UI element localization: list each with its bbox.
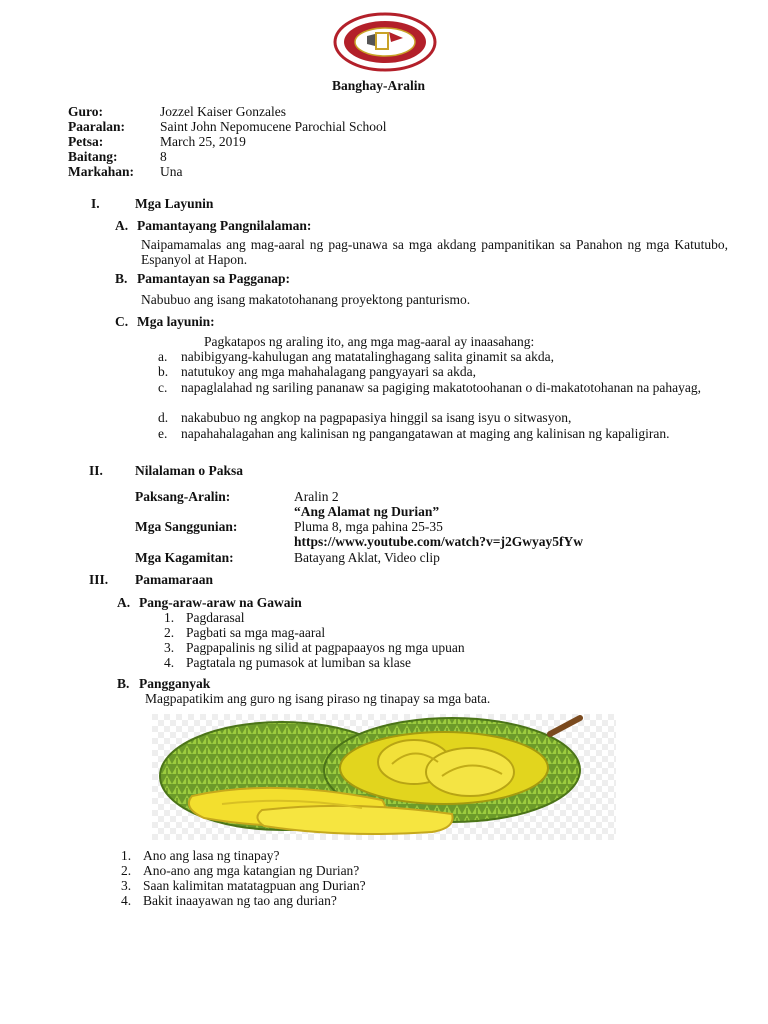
info-label-petsa: Petsa: [68,134,104,149]
section-3b-letter: B. [117,676,130,691]
objective-marker: a. [158,349,168,364]
question-text: Saan kalimitan matatagpuan ang Durian? [143,878,366,893]
objective-text: nabibigyang-kahulugan ang matatalinghagang salita ginamit sa akda, [181,349,555,364]
reference-link[interactable]: https://www.youtube.com/watch?v=j2Gwyay5fYw [294,534,583,549]
activity-text: Pagdarasal [186,610,245,625]
kagamitan-value: Batayang Aklat, Video clip [294,550,440,565]
activity-marker: 2. [164,625,175,640]
info-label-guro: Guro: [68,104,104,119]
info-value-baitang: 8 [160,149,167,164]
activity-text: Pagpapalinis ng silid at pagpapaayos ng mga upuan [186,640,465,655]
info-label-baitang: Baitang: [68,149,118,164]
question-text: Bakit inaayawan ng tao ang durian? [143,893,337,908]
question-text: Ano-ano ang mga katangian ng Durian? [143,863,360,878]
section-1b-letter: B. [115,271,128,286]
paksa-value: Aralin 2 [294,489,339,504]
info-label-markahan: Markahan: [68,164,135,179]
paksa-title: “Ang Alamat ng Durian” [294,504,440,519]
activity-marker: 3. [164,640,175,655]
section-1-heading: Mga Layunin [135,196,214,211]
objective-marker: e. [158,426,168,441]
question-marker: 4. [121,893,132,908]
section-1b-heading: Pamantayan sa Pagganap: [137,271,291,286]
paksa-label: Paksang-Aralin: [135,489,231,504]
info-value-guro: Jozzel Kaiser Gonzales [160,104,286,119]
section-1c-heading: Mga layunin: [137,314,215,329]
objective-marker: b. [158,364,169,379]
objective-marker: d. [158,410,169,425]
section-3a-letter: A. [117,595,131,610]
section-2-number: II. [89,463,103,478]
question-marker: 3. [121,878,132,893]
section-3b-text: Magpapatikim ang guro ng isang piraso ng tinapay sa mga bata. [145,691,491,706]
section-3-number: III. [89,572,109,587]
info-value-petsa: March 25, 2019 [160,134,246,149]
section-1-number: I. [91,196,100,211]
section-3b-heading: Pangganyak [139,676,211,691]
section-3a-heading: Pang-araw-araw na Gawain [139,595,302,610]
info-label-paaralan: Paaralan: [68,119,125,134]
activity-text: Pagtatala ng pumasok at lumiban sa klase [186,655,411,670]
objective-marker: c. [158,380,168,395]
section-1b-text: Nabubuo ang isang makatotohanang proyektong panturismo. [141,292,471,307]
question-marker: 2. [121,863,132,878]
section-1a-heading: Pamantayang Pangnilalaman: [137,218,312,233]
activity-marker: 1. [164,610,175,625]
durian-image [152,714,616,840]
question-text: Ano ang lasa ng tinapay? [143,848,280,863]
section-1c-letter: C. [115,314,129,329]
info-value-paaralan: Saint John Nepomucene Parochial School [160,119,387,134]
info-value-markahan: Una [160,164,183,179]
section-1a-text: Naipamamalas ang mag-aaral ng pag-unawa sa mga akdang pampanitikan sa Panahon ng mga Katutubo, Espanyol at Hapon. [141,237,728,267]
objective-text: napahahalagahan ang kalinisan ng pangangatawan at maging ang kalinisan ng kapaligiran. [181,426,670,441]
kagamitan-label: Mga Kagamitan: [135,550,234,565]
sanggunian-label: Mga Sanggunian: [135,519,238,534]
objective-text: natutukoy ang mga mahahalagang pangyayari sa akda, [181,364,477,379]
objective-text: napaglalahad ng sariling pananaw sa pagiging makatotoohanan o di-makatotohanan na pahayag, [181,380,701,395]
document-title: Banghay-Aralin [332,78,426,93]
sanggunian-value: Pluma 8, mga pahina 25-35 [294,519,443,534]
section-1c-intro: Pagkatapos ng araling ito, ang mga mag-aaral ay inaasahang: [204,334,535,349]
activity-text: Pagbati sa mga mag-aaral [186,625,326,640]
section-1a-letter: A. [115,218,129,233]
objective-text: nakabubuo ng angkop na pagpapasiya hinggil sa isang isyu o sitwasyon, [181,410,572,425]
activity-marker: 4. [164,655,175,670]
school-logo [333,12,437,76]
section-2-heading: Nilalaman o Paksa [135,463,244,478]
question-marker: 1. [121,848,132,863]
section-3-heading: Pamamaraan [135,572,213,587]
